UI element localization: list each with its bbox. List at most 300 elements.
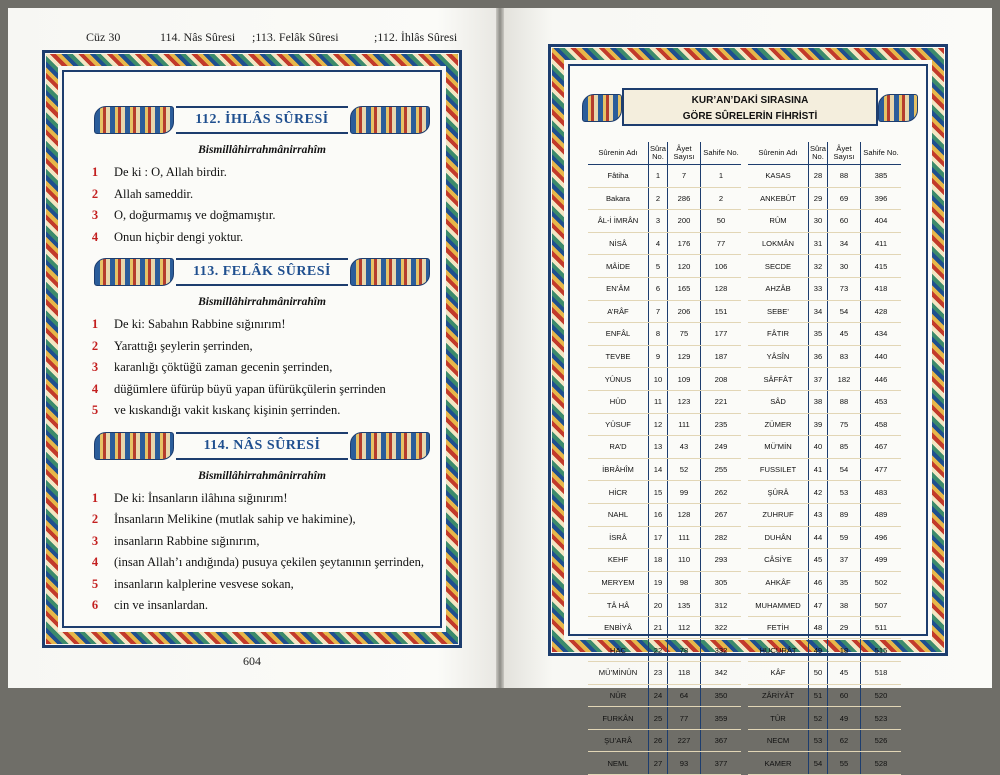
col-sura-no: Sûra No. bbox=[649, 142, 668, 165]
table-row bbox=[588, 210, 741, 233]
page-number-cell: 2 bbox=[701, 187, 742, 210]
table-row bbox=[588, 481, 741, 504]
table-row bbox=[588, 616, 741, 639]
verse-text: düğümlere üfürüp büyü yapan üfürükçülerin şerrinden bbox=[114, 381, 386, 396]
page-number-cell: 502 bbox=[861, 571, 902, 594]
verse-text: Allah sameddir. bbox=[114, 186, 194, 201]
table-row bbox=[748, 662, 901, 685]
sura-number: 51 bbox=[809, 684, 828, 707]
sura-name: FURKÂN bbox=[588, 707, 649, 730]
ayet-count: 37 bbox=[828, 549, 861, 572]
verse bbox=[91, 379, 430, 401]
table-row bbox=[588, 729, 741, 752]
table-row bbox=[588, 255, 741, 278]
ayet-count: 83 bbox=[828, 345, 861, 368]
open-book bbox=[8, 8, 992, 768]
page-number: 604 bbox=[243, 654, 261, 668]
page-number-cell: 477 bbox=[861, 458, 902, 481]
sura-number: 21 bbox=[649, 616, 668, 639]
verse-text: İnsanların Melikine (mutlak sahip ve hakimine), bbox=[114, 512, 356, 526]
verse-number: 3 bbox=[91, 360, 99, 374]
page-number-cell: 528 bbox=[861, 752, 902, 775]
sura-name: ŞU’ARÂ bbox=[588, 729, 649, 752]
table-row bbox=[748, 165, 901, 188]
ayet-count: 7 bbox=[668, 165, 701, 188]
sura-number: 41 bbox=[809, 458, 828, 481]
table-row bbox=[748, 481, 901, 504]
sura-number: 46 bbox=[809, 571, 828, 594]
table-row bbox=[748, 684, 901, 707]
sura-number: 7 bbox=[649, 300, 668, 323]
sura-name: MÜ’MİNÛN bbox=[588, 662, 649, 685]
ayet-count: 69 bbox=[828, 187, 861, 210]
sura-number: 5 bbox=[649, 255, 668, 278]
table-row bbox=[588, 390, 741, 413]
ayet-count: 78 bbox=[668, 639, 701, 662]
table-row bbox=[588, 571, 741, 594]
bismillah: Bismillâhirrahmânirrahîm bbox=[198, 469, 326, 482]
ayet-count: 129 bbox=[668, 345, 701, 368]
sura-number: 9 bbox=[649, 345, 668, 368]
page-number-cell: 267 bbox=[701, 503, 742, 526]
sura-name: RÛM bbox=[748, 210, 809, 233]
table-row bbox=[748, 458, 901, 481]
header-sura-114: 114. Nâs Sûresi bbox=[160, 30, 236, 44]
sura-name: KAMER bbox=[748, 752, 809, 775]
table-row bbox=[748, 729, 901, 752]
sura-number: 34 bbox=[809, 300, 828, 323]
sura-name: FÂTIR bbox=[748, 323, 809, 346]
ayet-count: 93 bbox=[668, 752, 701, 775]
banner-ornament-right bbox=[350, 106, 430, 134]
ayet-count: 35 bbox=[828, 571, 861, 594]
ayet-count: 98 bbox=[668, 571, 701, 594]
verse-text: Onun hiçbir dengi yoktur. bbox=[114, 229, 244, 244]
sura-number: 4 bbox=[649, 232, 668, 255]
sura-number: 10 bbox=[649, 368, 668, 391]
ayet-count: 29 bbox=[828, 616, 861, 639]
sura-name: ŞÛRÂ bbox=[748, 481, 809, 504]
page-number-cell: 396 bbox=[861, 187, 902, 210]
sura-number: 18 bbox=[649, 549, 668, 572]
table-row bbox=[588, 165, 741, 188]
sura-name: ÂL-İ İMRÂN bbox=[588, 210, 649, 233]
sura-number: 49 bbox=[809, 639, 828, 662]
page-number-cell: 77 bbox=[701, 232, 742, 255]
page-number-cell: 305 bbox=[701, 571, 742, 594]
table-row bbox=[588, 639, 741, 662]
verse bbox=[91, 509, 430, 531]
sura-name: FUSSILET bbox=[748, 458, 809, 481]
page-number-cell: 332 bbox=[701, 639, 742, 662]
sura-number: 45 bbox=[809, 549, 828, 572]
verse bbox=[91, 488, 430, 510]
col-name: Sûrenin Adı bbox=[748, 142, 809, 165]
verse-number: 5 bbox=[91, 576, 99, 591]
verse-number: 2 bbox=[91, 512, 99, 526]
sura-number: 20 bbox=[649, 594, 668, 617]
page-number-cell: 499 bbox=[861, 549, 902, 572]
sura-number: 27 bbox=[649, 752, 668, 775]
page-number-cell: 434 bbox=[861, 323, 902, 346]
page-number-cell: 440 bbox=[861, 345, 902, 368]
verse-text: De ki: Sabahın Rabbine sığınırım! bbox=[114, 317, 286, 331]
ayet-count: 73 bbox=[828, 277, 861, 300]
ayet-count: 176 bbox=[668, 232, 701, 255]
sura-banner bbox=[94, 430, 430, 460]
page-number-cell: 342 bbox=[701, 662, 742, 685]
title-ornament-left bbox=[582, 94, 622, 122]
sura-number: 43 bbox=[809, 503, 828, 526]
sura-name: TEVBE bbox=[588, 345, 649, 368]
verse-number: 6 bbox=[91, 598, 99, 612]
sura-name: SEBE’ bbox=[748, 300, 809, 323]
bismillah: Bismillâhirrahmânirrahîm bbox=[198, 296, 326, 308]
ayet-count: 77 bbox=[668, 707, 701, 730]
ayet-count: 75 bbox=[828, 413, 861, 436]
banner-ornament-left bbox=[94, 432, 174, 460]
page-number-cell: 415 bbox=[861, 255, 902, 278]
ayet-count: 206 bbox=[668, 300, 701, 323]
table-header bbox=[588, 142, 741, 165]
page-number-cell: 262 bbox=[701, 481, 742, 504]
verse-number: 2 bbox=[91, 186, 99, 201]
table-row bbox=[748, 549, 901, 572]
header-sura-113: ;113. Felâk Sûresi bbox=[252, 30, 339, 44]
table-row bbox=[748, 526, 901, 549]
page-number-cell: 249 bbox=[701, 436, 742, 459]
sura-name: A’RÂF bbox=[588, 300, 649, 323]
sura-number: 38 bbox=[809, 390, 828, 413]
verse bbox=[91, 336, 430, 358]
page-number-cell: 377 bbox=[701, 752, 742, 775]
banner-ornament-left bbox=[94, 258, 174, 286]
verse-number: 4 bbox=[91, 229, 99, 244]
sura-number: 44 bbox=[809, 526, 828, 549]
table-row bbox=[588, 458, 741, 481]
table-row bbox=[748, 368, 901, 391]
sura-number: 2 bbox=[649, 187, 668, 210]
col-sura-no: Sûra No. bbox=[809, 142, 828, 165]
index-title-line1: KUR’AN’DAKİ SIRASINA bbox=[691, 95, 809, 106]
ayet-count: 112 bbox=[668, 616, 701, 639]
page-number-cell: 411 bbox=[861, 232, 902, 255]
ayet-count: 111 bbox=[668, 413, 701, 436]
table-row bbox=[588, 436, 741, 459]
ayet-count: 52 bbox=[668, 458, 701, 481]
page-number-cell: 50 bbox=[701, 210, 742, 233]
bismillah: Bismillâhirrahmânirrahîm bbox=[198, 144, 326, 156]
book-spine bbox=[496, 8, 504, 688]
sura-name: AHKÂF bbox=[748, 571, 809, 594]
col-page: Sahife No. bbox=[701, 142, 742, 165]
sura-number: 1 bbox=[649, 165, 668, 188]
verse-text: cin ve insanlardan. bbox=[114, 598, 209, 612]
table-row bbox=[748, 503, 901, 526]
table-row bbox=[748, 594, 901, 617]
verse-text: insanların Rabbine sığınırım, bbox=[114, 533, 260, 548]
ayet-count: 120 bbox=[668, 255, 701, 278]
table-row bbox=[748, 323, 901, 346]
sura-name: Fâtiha bbox=[588, 165, 649, 188]
sura-number: 32 bbox=[809, 255, 828, 278]
sura-name: YÛNUS bbox=[588, 368, 649, 391]
table-row bbox=[588, 662, 741, 685]
page-number-cell: 235 bbox=[701, 413, 742, 436]
sura-name: DUHÂN bbox=[748, 526, 809, 549]
sura-number: 47 bbox=[809, 594, 828, 617]
sura-name: YÛSUF bbox=[588, 413, 649, 436]
verse-text: (insan Allah’ı andığında) pusuya çekilen şeytanının şerrinden, bbox=[114, 555, 424, 569]
table-row bbox=[748, 300, 901, 323]
page-number-cell: 518 bbox=[861, 662, 902, 685]
verse-number: 1 bbox=[91, 165, 99, 179]
sura-name: NEML bbox=[588, 752, 649, 775]
page-number-cell: 520 bbox=[861, 684, 902, 707]
verse-number: 3 bbox=[91, 533, 99, 548]
page-number-cell: 404 bbox=[861, 210, 902, 233]
sura-name: Bakara bbox=[588, 187, 649, 210]
sura-number: 42 bbox=[809, 481, 828, 504]
sura-name: EN’ÂM bbox=[588, 277, 649, 300]
sura-name: AHZÂB bbox=[748, 277, 809, 300]
sura-name: TÛR bbox=[748, 707, 809, 730]
sura-name: MERYEM bbox=[588, 571, 649, 594]
ayet-count: 75 bbox=[668, 323, 701, 346]
page-number-cell: 208 bbox=[701, 368, 742, 391]
sura-number: 15 bbox=[649, 481, 668, 504]
col-name: Sûrenin Adı bbox=[588, 142, 649, 165]
table-row bbox=[748, 752, 901, 775]
ayet-count: 43 bbox=[668, 436, 701, 459]
ayet-count: 227 bbox=[668, 729, 701, 752]
page-number-cell: 385 bbox=[861, 165, 902, 188]
sura-name: İSRÂ bbox=[588, 526, 649, 549]
verse-text: De ki: İnsanların ilâhına sığınırım! bbox=[114, 490, 288, 505]
verse bbox=[91, 227, 430, 249]
sura-name: ENFÂL bbox=[588, 323, 649, 346]
page-number-cell: 255 bbox=[701, 458, 742, 481]
ayet-count: 53 bbox=[828, 481, 861, 504]
sura-name: İBRÂHÎM bbox=[588, 458, 649, 481]
sura-number: 26 bbox=[649, 729, 668, 752]
table-row bbox=[748, 571, 901, 594]
page-number-cell: 483 bbox=[861, 481, 902, 504]
page-number-cell: 446 bbox=[861, 368, 902, 391]
ayet-count: 128 bbox=[668, 503, 701, 526]
verse-number: 2 bbox=[91, 338, 99, 353]
page-number-cell: 128 bbox=[701, 277, 742, 300]
col-ayet: Âyet Sayısı bbox=[668, 142, 701, 165]
header-sura-112: ;112. İhlâs Sûresi bbox=[374, 30, 458, 44]
sura-name: NAHL bbox=[588, 503, 649, 526]
sura-number: 28 bbox=[809, 165, 828, 188]
ayet-count: 111 bbox=[668, 526, 701, 549]
verse bbox=[91, 357, 430, 379]
sura-name: SÂFFÂT bbox=[748, 368, 809, 391]
index-table-right bbox=[748, 142, 901, 775]
left-page bbox=[8, 8, 496, 688]
col-page: Sahife No. bbox=[861, 142, 902, 165]
sura-name: FETİH bbox=[748, 616, 809, 639]
sura-number: 52 bbox=[809, 707, 828, 730]
page-number-cell: 359 bbox=[701, 707, 742, 730]
table-row bbox=[588, 345, 741, 368]
sura-name: YÂSÎN bbox=[748, 345, 809, 368]
ayet-count: 85 bbox=[828, 436, 861, 459]
sura-number: 36 bbox=[809, 345, 828, 368]
sura-name: RA’D bbox=[588, 436, 649, 459]
page-number-cell: 418 bbox=[861, 277, 902, 300]
ayet-count: 49 bbox=[828, 707, 861, 730]
page-number-cell: 467 bbox=[861, 436, 902, 459]
ayet-count: 88 bbox=[828, 165, 861, 188]
sura-number: 8 bbox=[649, 323, 668, 346]
sura-title: 112. İHLÂS SÛRESİ bbox=[176, 106, 348, 134]
sura-name: HAC bbox=[588, 639, 649, 662]
index-table-left bbox=[588, 142, 741, 775]
verse-text: insanların kalplerine vesvese sokan, bbox=[114, 576, 294, 591]
banner-ornament-right bbox=[350, 258, 430, 286]
ayet-count: 286 bbox=[668, 187, 701, 210]
ayet-count: 118 bbox=[668, 662, 701, 685]
sura-name: HUCURÂT bbox=[748, 639, 809, 662]
ayet-count: 123 bbox=[668, 390, 701, 413]
ayet-count: 55 bbox=[828, 752, 861, 775]
sura-title: 114. NÂS SÛRESİ bbox=[176, 432, 348, 460]
ayet-count: 60 bbox=[828, 210, 861, 233]
table-row bbox=[748, 436, 901, 459]
verse-number: 4 bbox=[91, 555, 99, 569]
sura-index bbox=[582, 86, 918, 768]
index-title-line2: GÖRE SÛRELERİN FİHRİSTİ bbox=[682, 111, 818, 122]
verse-number: 5 bbox=[91, 403, 99, 417]
header-juz: Cüz 30 bbox=[86, 30, 121, 44]
sura-number: 39 bbox=[809, 413, 828, 436]
ayet-count: 45 bbox=[828, 323, 861, 346]
sura-number: 48 bbox=[809, 616, 828, 639]
sura-title: 113. FELÂK SÛRESİ bbox=[176, 258, 348, 286]
ayet-count: 30 bbox=[828, 255, 861, 278]
table-row bbox=[748, 616, 901, 639]
table-row bbox=[588, 413, 741, 436]
verse bbox=[91, 595, 430, 617]
sura-number: 53 bbox=[809, 729, 828, 752]
verse-text: Yarattığı şeylerin şerrinden, bbox=[114, 338, 253, 353]
ayet-count: 64 bbox=[668, 684, 701, 707]
table-row bbox=[748, 413, 901, 436]
sura-number: 17 bbox=[649, 526, 668, 549]
ayet-count: 54 bbox=[828, 300, 861, 323]
sura-name: SECDE bbox=[748, 255, 809, 278]
verse bbox=[91, 531, 430, 553]
ayet-count: 89 bbox=[828, 503, 861, 526]
table-row bbox=[588, 684, 741, 707]
table-row bbox=[748, 345, 901, 368]
banner-ornament-right bbox=[350, 432, 430, 460]
table-row bbox=[588, 594, 741, 617]
page-number-cell: 221 bbox=[701, 390, 742, 413]
sura-number: 11 bbox=[649, 390, 668, 413]
verse-number: 3 bbox=[91, 208, 99, 222]
sura-number: 23 bbox=[649, 662, 668, 685]
table-row bbox=[588, 187, 741, 210]
sura-number: 37 bbox=[809, 368, 828, 391]
sura-name: KEHF bbox=[588, 549, 649, 572]
ayet-count: 62 bbox=[828, 729, 861, 752]
verse bbox=[91, 162, 430, 184]
sura-name: MUHAMMED bbox=[748, 594, 809, 617]
right-page bbox=[504, 8, 992, 768]
sura-number: 13 bbox=[649, 436, 668, 459]
table-row bbox=[748, 390, 901, 413]
table-row bbox=[588, 707, 741, 730]
index-title-banner bbox=[582, 86, 918, 132]
sura-name: MÂİDE bbox=[588, 255, 649, 278]
ayet-count: 45 bbox=[828, 662, 861, 685]
sura-name: HİCR bbox=[588, 481, 649, 504]
col-ayet: Âyet Sayısı bbox=[828, 142, 861, 165]
verse bbox=[91, 205, 430, 227]
verse-number: 1 bbox=[91, 490, 99, 505]
table-row bbox=[748, 210, 901, 233]
page-number-cell: 496 bbox=[861, 526, 902, 549]
table-header bbox=[748, 142, 901, 165]
verse-number: 1 bbox=[91, 317, 99, 331]
sura-name: SÂD bbox=[748, 390, 809, 413]
sura-number: 19 bbox=[649, 571, 668, 594]
table-row bbox=[588, 323, 741, 346]
ayet-count: 34 bbox=[828, 232, 861, 255]
table-row bbox=[748, 707, 901, 730]
page-number-cell: 458 bbox=[861, 413, 902, 436]
sura-name: ZÜMER bbox=[748, 413, 809, 436]
page-number-cell: 367 bbox=[701, 729, 742, 752]
page-number-cell: 106 bbox=[701, 255, 742, 278]
sura-number: 12 bbox=[649, 413, 668, 436]
verse-text: De ki : O, Allah birdir. bbox=[114, 165, 227, 179]
table-row bbox=[588, 752, 741, 775]
page-number-cell: 312 bbox=[701, 594, 742, 617]
sura-banner bbox=[94, 256, 430, 286]
index-title bbox=[622, 88, 878, 126]
sura-number: 33 bbox=[809, 277, 828, 300]
verse-number: 4 bbox=[91, 381, 99, 396]
table-row bbox=[588, 277, 741, 300]
sura-number: 30 bbox=[809, 210, 828, 233]
banner-ornament-left bbox=[94, 106, 174, 134]
sura-name: LOKMÂN bbox=[748, 232, 809, 255]
ayet-count: 109 bbox=[668, 368, 701, 391]
sura-number: 22 bbox=[649, 639, 668, 662]
page-number-cell: 151 bbox=[701, 300, 742, 323]
sura-number: 31 bbox=[809, 232, 828, 255]
ayet-count: 110 bbox=[668, 549, 701, 572]
sura-number: 14 bbox=[649, 458, 668, 481]
ayet-count: 88 bbox=[828, 390, 861, 413]
verse bbox=[91, 184, 430, 206]
verse-text: ve kıskandığı vakit kıskanç kişinin şerrinden. bbox=[114, 403, 341, 417]
verse bbox=[91, 574, 430, 596]
sura-name: NİSÂ bbox=[588, 232, 649, 255]
verse-text: O, doğurmamış ve doğmamıştır. bbox=[114, 208, 276, 222]
table-row bbox=[588, 503, 741, 526]
page-number-cell: 489 bbox=[861, 503, 902, 526]
page-number-cell: 507 bbox=[861, 594, 902, 617]
page-number-cell: 282 bbox=[701, 526, 742, 549]
ayet-count: 54 bbox=[828, 458, 861, 481]
ayet-count: 18 bbox=[828, 639, 861, 662]
